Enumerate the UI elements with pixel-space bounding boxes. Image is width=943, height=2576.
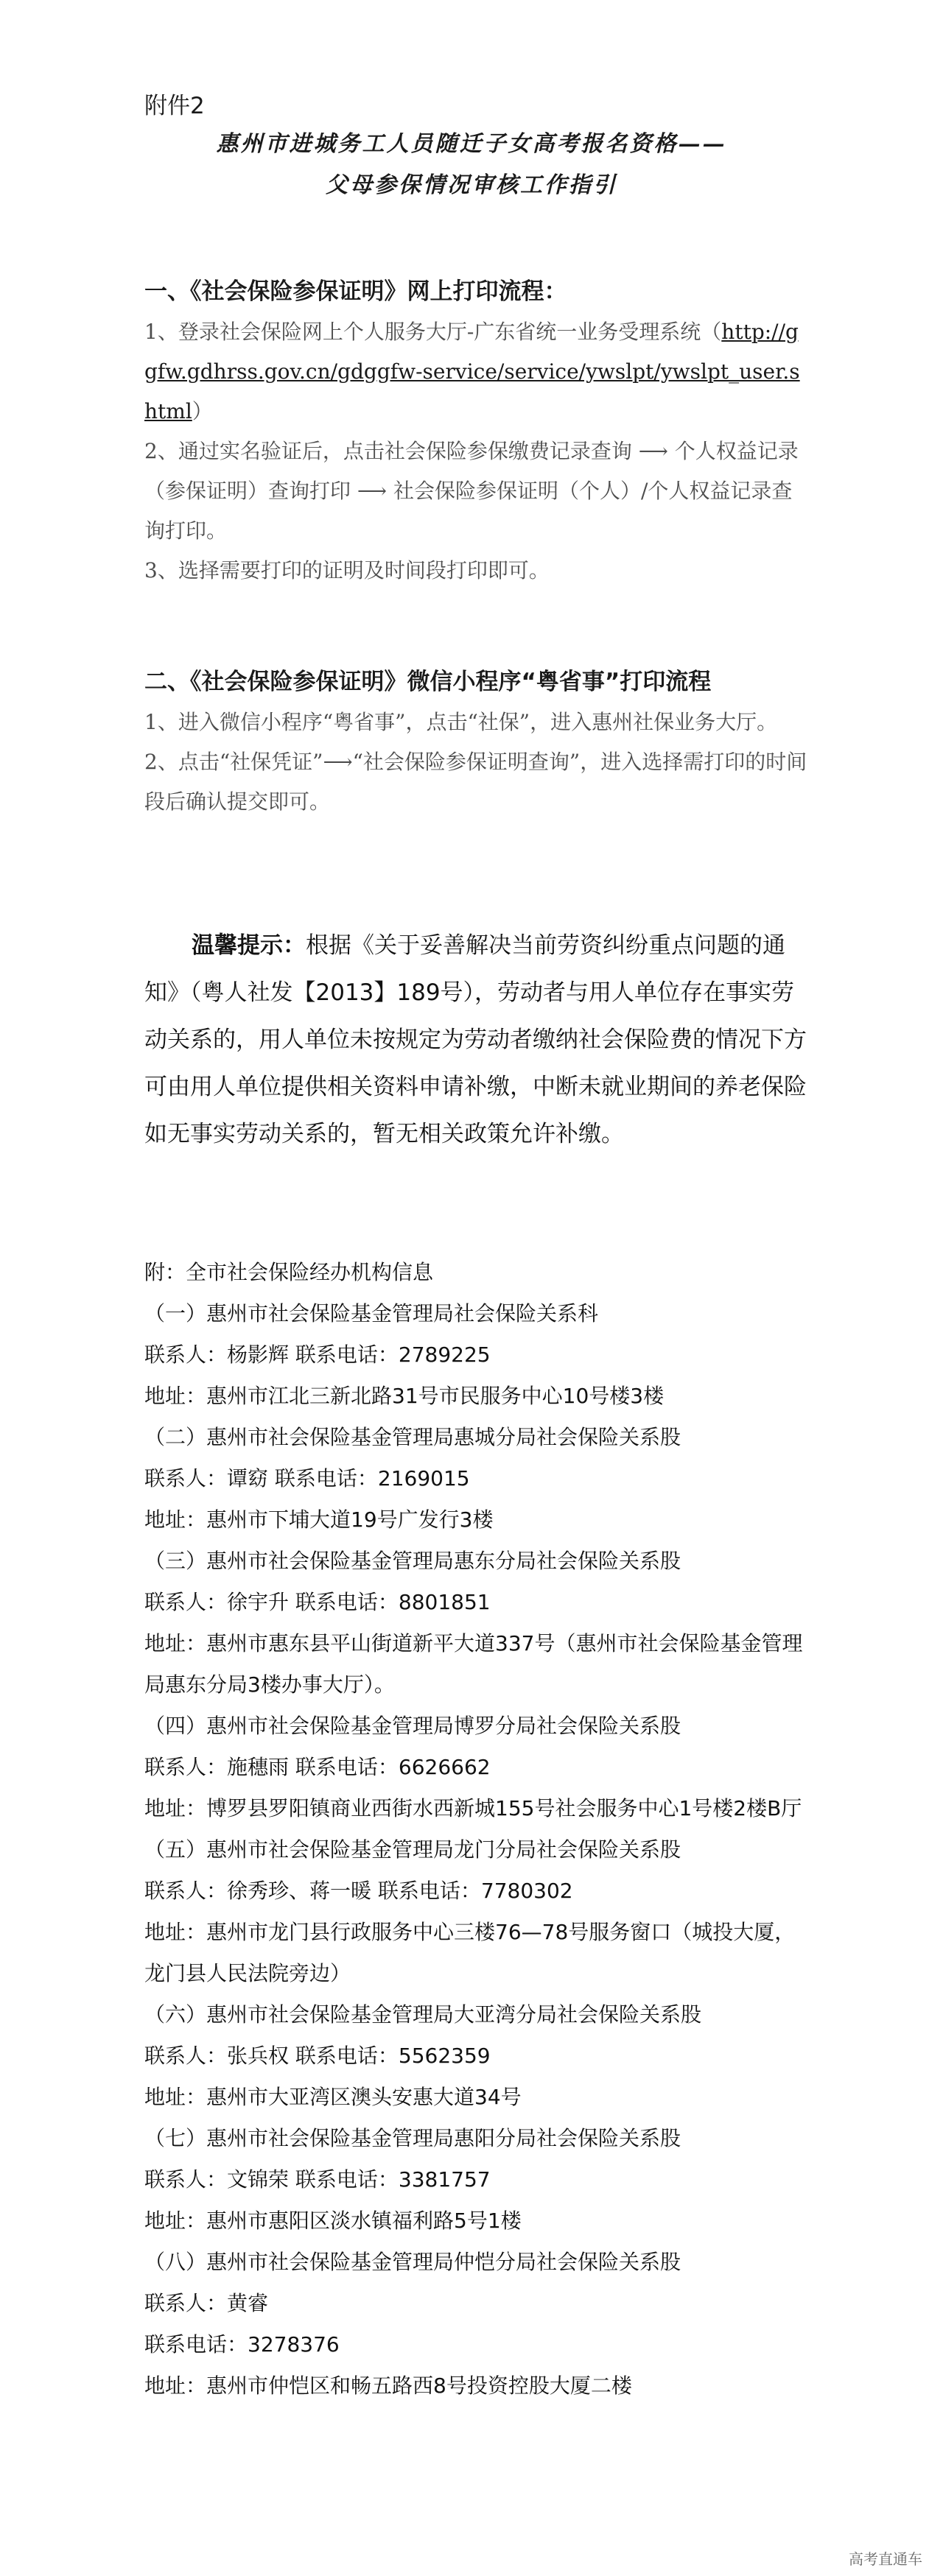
org-address: 地址：惠州市惠阳区淡水镇福利路5号1楼 [144,2209,522,2233]
org-address: 地址：惠州市惠东县平山街道新平大道337号（惠州市社会保险基金管理局惠东分局3楼办事大厅）。 [144,1631,803,1697]
org-name: （四）惠州市社会保险基金管理局博罗分局社会保险关系股 [144,1714,681,1738]
org-contact: 联系人：杨影辉 联系电话：2789225 [144,1342,491,1367]
org-address: 地址：博罗县罗阳镇商业西街水西新城155号社会服务中心1号楼2楼B厅 [144,1796,802,1820]
org-address: 地址：惠州市仲恺区和畅五路西8号投资控股大厦二楼 [144,2373,632,2398]
org-entry [144,1706,807,1829]
warm-tip-text: 根据《关于妥善解决当前劳资纠纷重点问题的通知》（粤人社发【2013】189号），劳动者与用人单位存在事实劳动关系的，用人单位未按规定为劳动者缴纳社会保险费的情况下方可由用人单位提供相关资料申请补缴，中断未就业期间的养老保险如无事实劳动关系的，暂无相关政策允许补缴。 [144,932,807,1147]
section1-step2: 2、通过实名验证后，点击社会保险参保缴费记录查询 ⟶ 个人权益记录（参保证明）查询打印 ⟶ 社会保险参保证明（个人）/个人权益记录查询打印。 [144,439,799,543]
org-contact: 联系人：施穗雨 联系电话：6626662 [144,1755,491,1779]
org-name: （二）惠州市社会保险基金管理局惠城分局社会保险关系股 [144,1425,681,1449]
org-contact: 联系人：徐秀珍、蒋一暖 联系电话：7780302 [144,1879,573,1903]
document-title-line2: 父母参保情况审核工作指引 [326,172,617,198]
section1-step3: 3、选择需要打印的证明及时间段打印即可。 [144,558,550,583]
org-name: （七）惠州市社会保险基金管理局惠阳分局社会保险关系股 [144,2126,681,2150]
section2-heading: 二、《社会保险参保证明》微信小程序“粤省事”打印流程 [144,669,712,695]
org-name: （六）惠州市社会保险基金管理局大亚湾分局社会保险关系股 [144,2002,702,2027]
org-name: （八）惠州市社会保险基金管理局仲恺分局社会保险关系股 [144,2250,681,2274]
section2-steps [144,703,807,822]
section2-step1: 1、进入微信小程序“粤省事”，点击“社保”，进入惠州社保业务大厅。 [144,710,778,734]
org-entry [144,1541,807,1706]
org-entry [144,1293,807,1417]
org-address: 地址：惠州市大亚湾区澳头安惠大道34号 [144,2085,522,2109]
org-contact: 联系人：文锦荣 联系电话：3381757 [144,2167,491,2192]
org-name: （一）惠州市社会保险基金管理局社会保险关系科 [144,1301,599,1326]
org-contact: 联系人：谭窈 联系电话：2169015 [144,1466,470,1491]
section1-heading: 一、《社会保险参保证明》网上打印流程： [144,278,567,305]
watermark: 高考直通车 [849,2550,922,2568]
step1-suffix: ） [192,399,213,423]
document-title-line1: 惠州市进城务工人员随迁子女高考报名资格—— [216,131,727,157]
org-contact: 联系人：徐宇升 联系电话：8801851 [144,1590,491,1614]
org-contact: 联系人：张兵权 联系电话：5562359 [144,2044,491,2068]
org-name: （五）惠州市社会保险基金管理局龙门分局社会保险关系股 [144,1837,681,1862]
org-entry [144,2242,807,2407]
org-phone: 联系电话：3278376 [144,2332,340,2357]
org-address: 地址：惠州市龙门县行政服务中心三楼76—78号服务窗口（城投大厦，龙门县人民法院旁边） [144,1920,796,1985]
ggfw-link[interactable]: http://ggfw.gdhrss.gov.cn/gdggfw-service/service/ywslpt/ywslpt_user.shtml [144,320,800,423]
orgs-list [144,1252,807,2407]
org-address: 地址：惠州市下埔大道19号广发行3楼 [144,1507,494,1532]
org-entry [144,1829,807,1994]
org-name: （三）惠州市社会保险基金管理局惠东分局社会保险关系股 [144,1549,681,1573]
warm-tip [144,922,807,1158]
org-entry [144,1417,807,1541]
org-address: 地址：惠州市江北三新北路31号市民服务中心10号楼3楼 [144,1384,665,1408]
step1-prefix: 1、登录社会保险网上个人服务大厅-广东省统一业务受理系统（ [144,320,722,344]
org-contact: 联系人：黄睿 [144,2291,269,2315]
section1-steps [144,312,807,591]
attachment-label: 附件2 [144,93,205,119]
section2-step2: 2、点击“社保凭证”⟶“社会保险参保证明查询”，进入选择需打印的时间段后确认提交即可。 [144,750,807,814]
section1-step1 [144,312,807,432]
orgs-heading: 附：全市社会保险经办机构信息 [144,1260,434,1284]
org-entry [144,1994,807,2118]
warm-tip-label: 温馨提示： [192,932,306,959]
org-entry [144,2118,807,2242]
